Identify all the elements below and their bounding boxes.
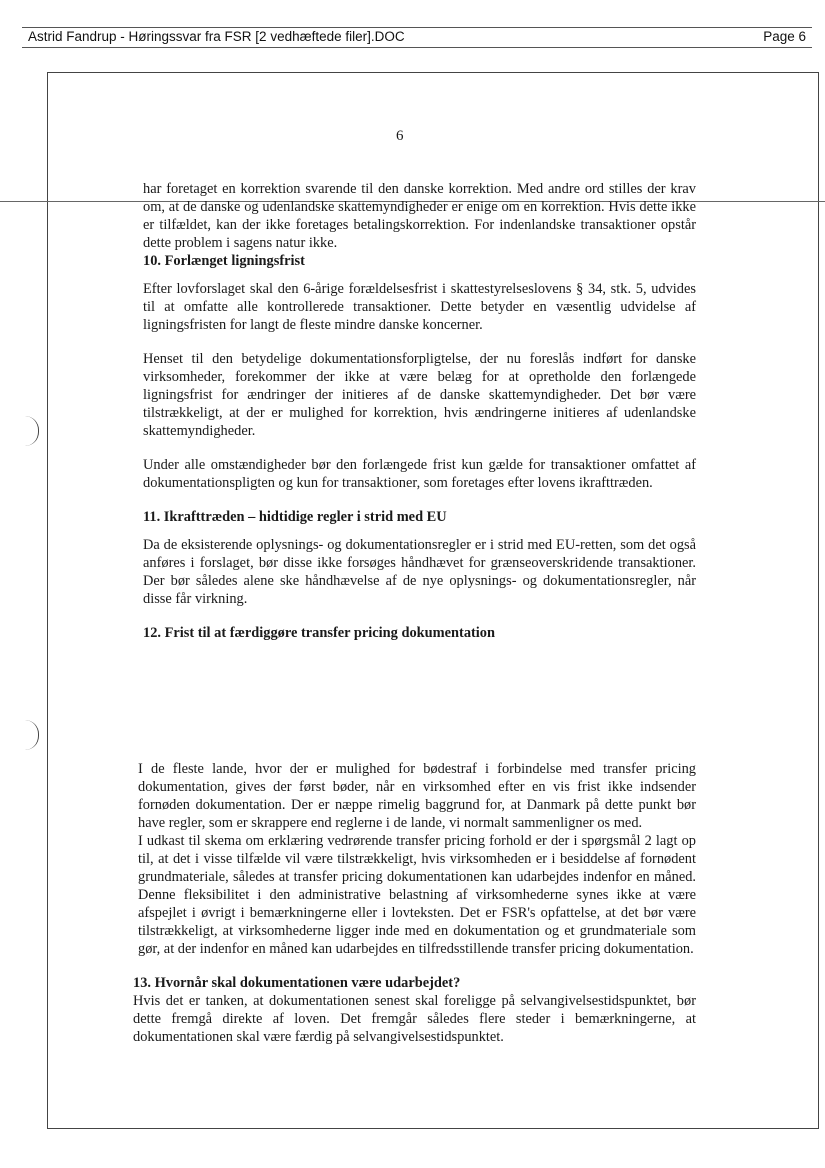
punch-hole-mark — [24, 416, 39, 446]
intro-paragraph: har foretaget en korrektion svarende til den danske korrektion. Med andre ord stilles der krav om, at de danske og udenlandske skattemyndigheder er enige om en korrektion. Hvis dette ikke er tilfældet, kan der ikke foretages betalingskorrektion. For indenlandske transaktioner opstår dette problem i sagens natur ikke. — [143, 181, 696, 251]
section-heading: 10. Forlænget ligningsfrist — [143, 253, 305, 269]
section-heading: 11. Ikrafttræden – hidtidige regler i strid med EU — [143, 509, 447, 525]
body-paragraph: Da de eksisterende oplysnings- og dokumentationsregler er i strid med EU-retten, som det også anføres i forslaget, bør disse ikke forsøges håndhævet for grænseoverskridende transaktioner. Der bør således alene ske håndhævelse af de nye oplysnings- og dokumentationsregler, når disse får virkning. — [143, 537, 696, 607]
body-paragraph: Under alle omstændigheder bør den forlængede frist kun gælde for transaktioner omfattet af dokumentationspligten og kun for transaktioner, som foretages efter lovens ikrafttræden. — [143, 457, 696, 491]
document-header — [22, 27, 812, 48]
body-paragraph: Efter lovforslaget skal den 6-årige forældelsesfrist i skattestyrelseslovens § 34, stk. 5, udvides til at omfatte alle kontrollerede transaktioner. Dette betyder en væsentlig udvidelse af ligningsfristen for langt de fleste mindre danske koncerner. — [143, 281, 696, 333]
page-number: 6 — [396, 128, 404, 144]
document-body — [143, 180, 696, 652]
document-title: Astrid Fandrup - Høringssvar fra FSR [2 vedhæftede filer].DOC — [28, 29, 405, 44]
document-body-continued — [138, 760, 696, 958]
body-paragraph: I udkast til skema om erklæring vedrørende transfer pricing forhold er der i spørgsmål 2 lagt op til, at det i visse tilfælde vil være tilstrækkeligt, hvis virksomheden er i besiddelse af fornødent grundmateriale, således at transfer pricing dokumentationen kan udarbejdes indenfor en måned. Denne fleksibilitet i den administrative belastning af virksomhederne synes ikke at være afspejlet i øvrigt i bemærkningerne eller i lovteksten. Det er FSR's opfattelse, at det bør være tilstrækkeligt, at virksomhederne ligger inde med en dokumentation og et grundmateriale som gør, at der indenfor en måned kan udarbejdes en tilfredsstillende transfer pricing dokumentation. — [138, 833, 696, 957]
body-paragraph: Hvis det er tanken, at dokumentationen senest skal foreligge på selvangivelsestidspunktet, bør dette fremgå direkte af loven. Det fremgår således flere steder i bemærkningerne, at dokumentationen skal være færdig på selvangivelsestidspunktet. — [133, 993, 696, 1045]
body-paragraph: I de fleste lande, hvor der er mulighed for bødestraf i forbindelse med transfer pricing dokumentation, gives der først bøder, når en virksomhed efter en vis frist ikke indsender fornøden dokumentation. Der er næppe rimelig baggrund for, at Danmark på dette punkt bør have regler, som er skrappere end reglerne i de lande, vi normalt sammenligner os med. — [138, 761, 696, 831]
punch-hole-mark — [24, 720, 39, 750]
body-paragraph: Henset til den betydelige dokumentationsforpligtelse, der nu foreslås indført for danske virksomheder, forekommer der ikke at være belæg for at opretholde den forlængede ligningsfrist for ændringer der initieres af de danske skattemyndigheder. Det bør være tilstrækkeligt, at der er mulighed for korrektion, hvis ændringerne initieres af udenlandske skattemyndigheder. — [143, 351, 696, 439]
page-indicator: Page 6 — [763, 29, 806, 44]
document-body-end — [133, 974, 696, 1046]
section-heading: 12. Frist til at færdiggøre transfer pricing dokumentation — [143, 625, 496, 641]
section-heading: 13. Hvornår skal dokumentationen være udarbejdet? — [133, 975, 461, 991]
